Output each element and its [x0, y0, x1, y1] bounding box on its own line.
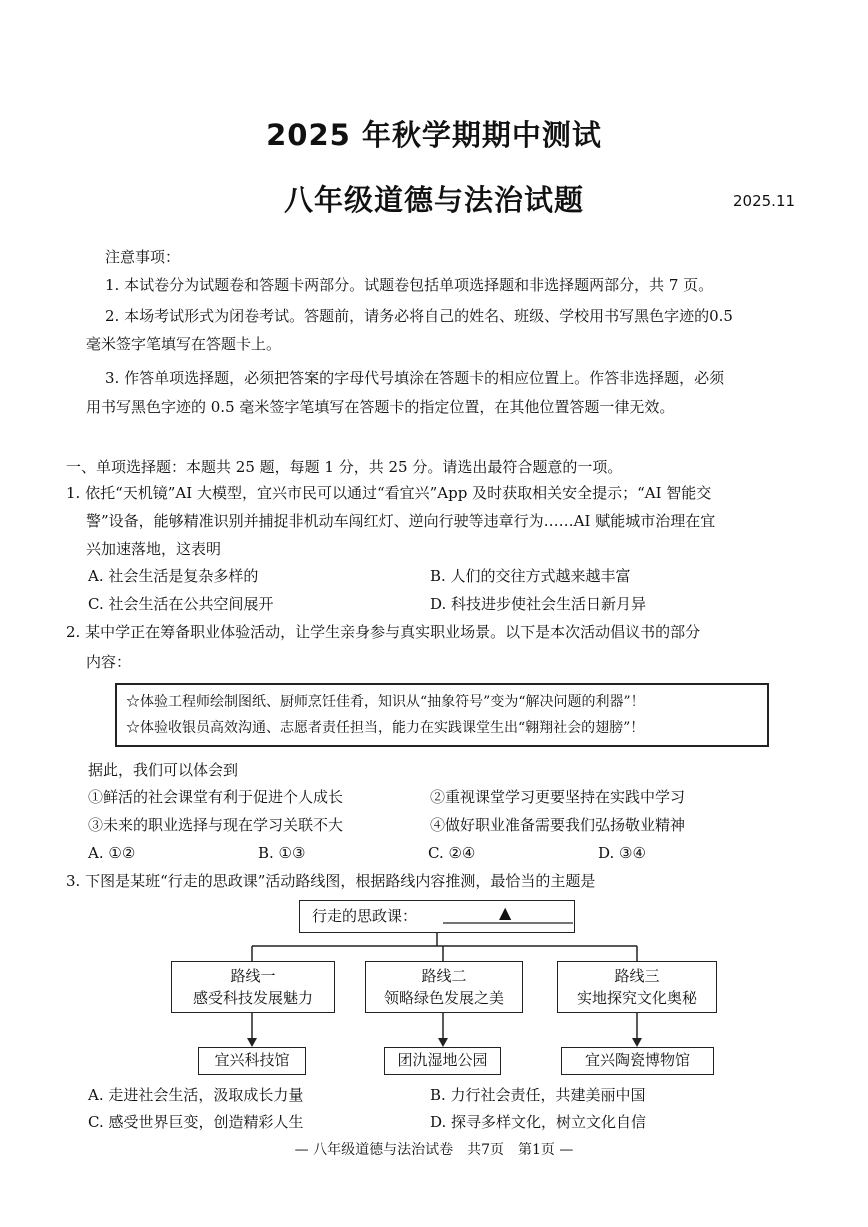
q3-option-d: D. 探寻多样文化，树立文化自信 [430, 1113, 647, 1131]
q1-stem-line-3: 兴加速落地，这表明 [86, 540, 222, 558]
exam-title: 2025 年秋学期期中测试 [266, 118, 602, 152]
q2-statement-3: ③未来的职业选择与现在学习关联不大 [88, 816, 344, 834]
q2-option-c: C. ②④ [428, 844, 476, 862]
q2-quote-line-2: ☆体验收银员高效沟通、志愿者责任担当，能力在实践课堂生出“翱翔社会的翅膀”！ [126, 720, 645, 736]
q1-stem-line-1: 1. 依托“天机镜”AI 大模型，宜兴市民可以通过“看宜兴”App 及时获取相关安全提示；“AI 智能交 [66, 484, 712, 502]
exam-subtitle: 八年级道德与法治试题 [283, 183, 584, 217]
q1-stem-line-2: 警”设备，能够精准识别并捕捉非机动车闯红灯、逆向行驶等违章行为……AI 赋能城市治理在宜 [86, 512, 716, 530]
q1-option-c: C. 社会生活在公共空间展开 [88, 595, 274, 613]
q3-route-3-title: 路线三 [614, 967, 660, 985]
exam-date: 2025.11 [733, 192, 796, 210]
q3-route-3-desc: 实地探究文化奥秘 [576, 989, 697, 1007]
notes-item-2-line-2: 毫米签字笔填写在答题卡上。 [86, 335, 282, 353]
q3-place-2-box: 团氿湿地公园 [384, 1047, 501, 1075]
q2-stem-line-2: 内容： [86, 653, 132, 671]
q3-route-3-box [557, 961, 717, 1013]
q3-route-2-title: 路线二 [421, 967, 467, 985]
q3-option-b: B. 力行社会责任，共建美丽中国 [430, 1086, 646, 1104]
q2-option-a: A. ①② [88, 844, 136, 862]
q2-option-d: D. ③④ [598, 844, 646, 862]
q2-statement-1: ①鲜活的社会课堂有利于促进个人成长 [88, 788, 344, 806]
q3-diagram-header-label: 行走的思政课： [312, 907, 418, 925]
section-1-heading: 一、单项选择题：本题共 25 题，每题 1 分，共 25 分。请选出最符合题意的一项。 [66, 458, 623, 476]
q2-stem-line-1: 2. 某中学正在筹备职业体验活动，让学生亲身参与真实职业场景。以下是本次活动倡议书的部分 [66, 623, 701, 641]
q1-option-b: B. 人们的交往方式越来越丰富 [430, 567, 631, 585]
q3-place-1-box: 宜兴科技馆 [198, 1047, 306, 1075]
notes-item-3-line-2: 用书写黑色字迹的 0.5 毫米签字笔填写在答题卡的指定位置，在其他位置答题一律无效。 [86, 398, 675, 416]
q2-option-b: B. ①③ [258, 844, 306, 862]
q1-option-a: A. 社会生活是复杂多样的 [88, 567, 259, 585]
q3-route-2-box [365, 961, 523, 1013]
q3-place-3-box: 宜兴陶瓷博物馆 [561, 1047, 714, 1075]
q2-prompt: 据此，我们可以体会到 [88, 761, 239, 779]
q3-stem: 3. 下图是某班“行走的思政课”活动路线图，根据路线内容推测，最恰当的主题是 [66, 872, 596, 890]
q1-option-d: D. 科技进步使社会生活日新月异 [430, 595, 647, 613]
q2-statement-4: ④做好职业准备需要我们弘扬敬业精神 [430, 816, 686, 834]
q2-statement-2: ②重视课堂学习更要坚持在实践中学习 [430, 788, 686, 806]
q3-route-1-box [171, 961, 335, 1013]
notes-item-3-line-1: 3. 作答单项选择题，必须把答案的字母代号填涂在答题卡的相应位置上。作答非选择题，必须 [105, 369, 725, 387]
q3-route-2-desc: 领略绿色发展之美 [383, 989, 504, 1007]
notes-heading: 注意事项： [105, 248, 181, 266]
q2-quote-line-1: ☆体验工程师绘制图纸、厨师烹饪佳肴，知识从“抽象符号”变为“解决问题的利器”！ [126, 694, 645, 710]
q3-option-a: A. 走进社会生活，汲取成长力量 [88, 1086, 304, 1104]
notes-item-1: 1. 本试卷分为试题卷和答题卡两部分。试题卷包括单项选择题和非选择题两部分，共 7 页。 [105, 276, 714, 294]
q3-route-1-title: 路线一 [230, 967, 276, 985]
notes-item-2-line-1: 2. 本场考试形式为闭卷考试。答题前，请务必将自己的姓名、班级、学校用书写黑色字迹的0.5 [105, 307, 733, 325]
q3-route-1-desc: 感受科技发展魅力 [192, 989, 313, 1007]
q3-option-c: C. 感受世界巨变，创造精彩人生 [88, 1113, 304, 1131]
q3-blank-triangle-icon: ▲ [499, 903, 512, 922]
page-footer: — 八年级道德与法治试卷 共7页 第1页 — [294, 1142, 574, 1158]
